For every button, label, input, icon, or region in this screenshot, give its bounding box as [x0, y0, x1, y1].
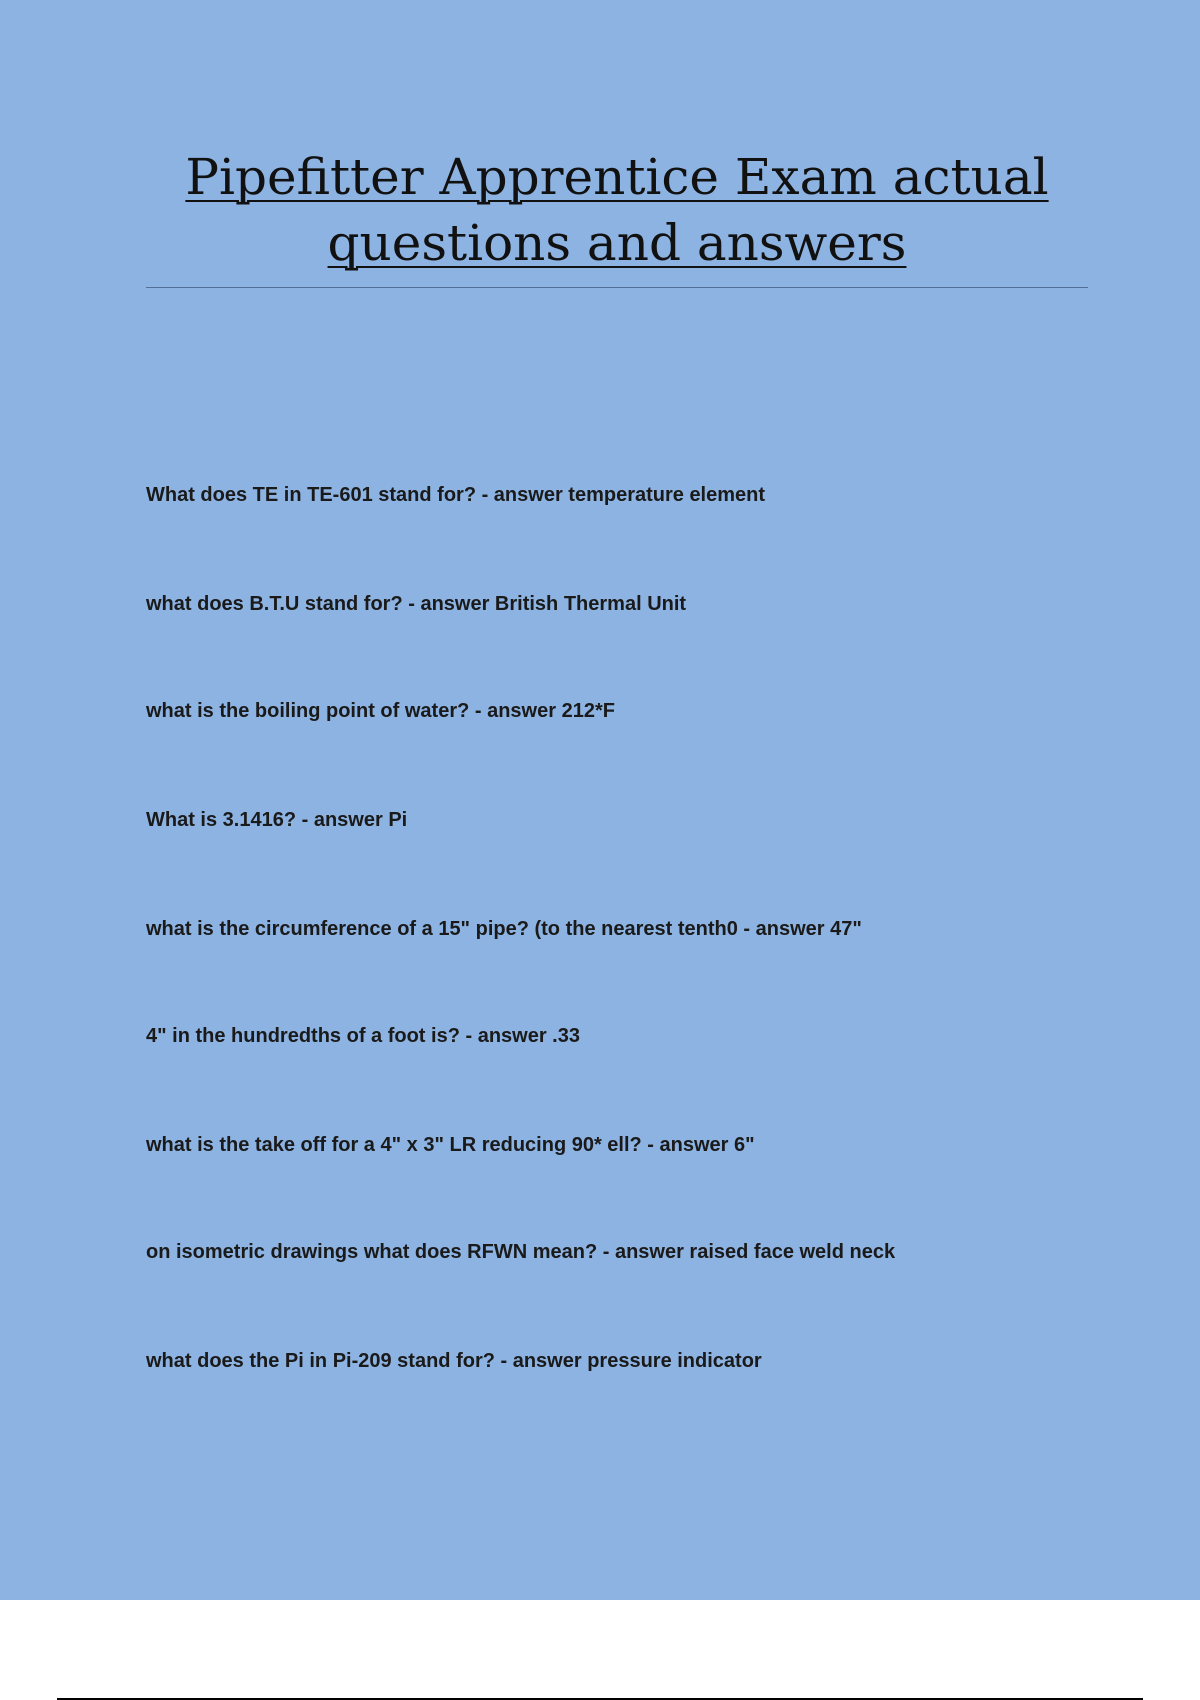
title-divider: [146, 287, 1088, 288]
question-item: what does the Pi in Pi-209 stand for? - answer pressure indicator: [146, 1350, 762, 1372]
question-item: what does B.T.U stand for? - answer British Thermal Unit: [146, 593, 687, 615]
title-line-1: Pipefitter Apprentice Exam actual: [185, 148, 1049, 206]
question-item: on isometric drawings what does RFWN mean? - answer raised face weld neck: [146, 1241, 896, 1263]
title-line-2: questions and answers: [327, 214, 907, 272]
question-item: 4" in the hundredths of a foot is? - answer .33: [146, 1025, 580, 1047]
question-item: what is the take off for a 4" x 3" LR reducing 90* ell? - answer 6": [146, 1134, 755, 1156]
question-item: what is the circumference of a 15" pipe? (to the nearest tenth0 - answer 47": [146, 918, 862, 940]
page-title: [146, 144, 1088, 276]
question-item: what is the boiling point of water? - answer 212*F: [146, 700, 615, 722]
question-item: What does TE in TE-601 stand for? - answer temperature element: [146, 484, 766, 506]
question-item: What is 3.1416? - answer Pi: [146, 809, 408, 831]
